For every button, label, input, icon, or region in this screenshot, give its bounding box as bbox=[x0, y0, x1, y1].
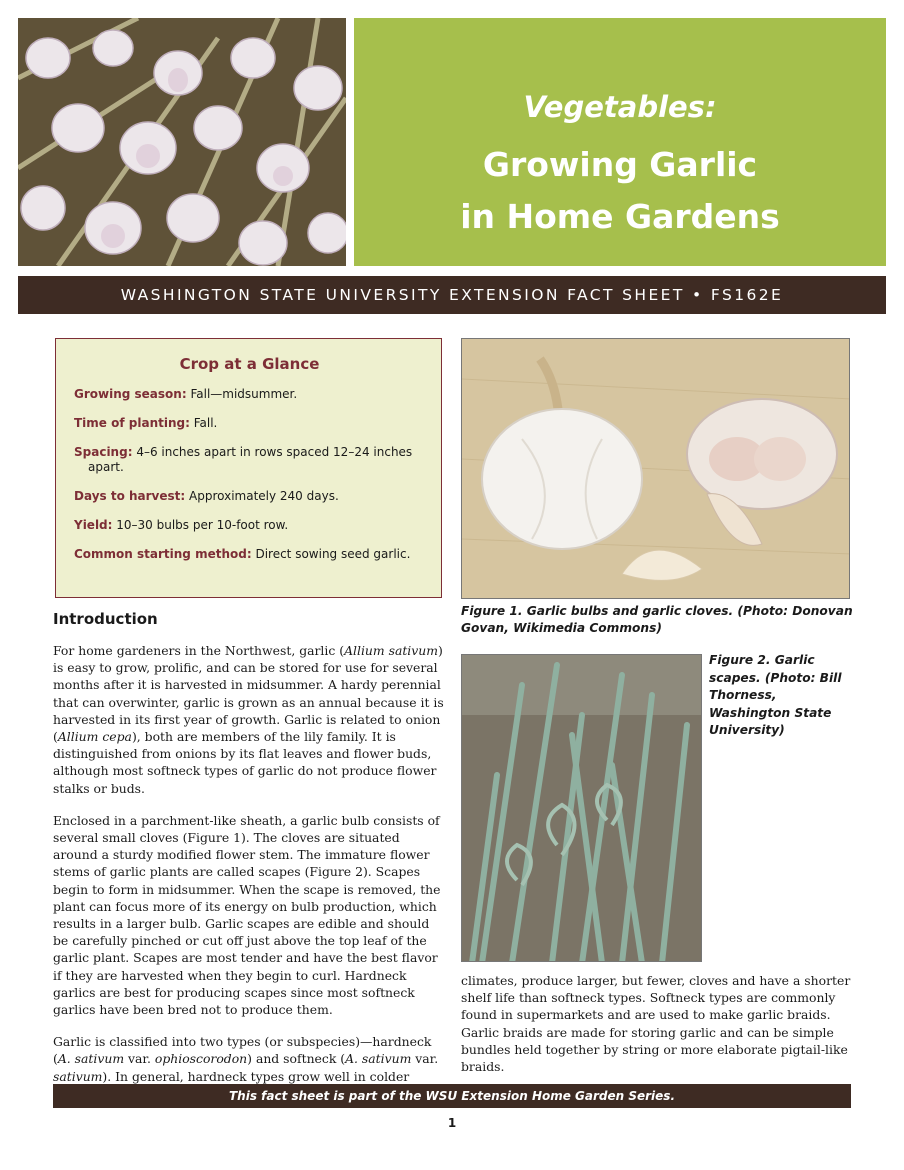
home-garden-series-footer: This fact sheet is part of the WSU Extension Home Garden Series. bbox=[53, 1084, 851, 1108]
page-title-line-1: Growing Garlic bbox=[482, 145, 758, 184]
intro-paragraph-2: Enclosed in a parchment-like sheath, a garlic bulb consists of several small cloves (Figure 1). The cloves are situated around a sturdy modified flower stem. The immature flower stems of garlic plants are called scapes (Figure 2). Scapes begin to form in midsummer. When the scape is removed, the plant can focus more of its energy on bulb production, which results in a larger bulb. Garlic scapes are edible and should be carefully pinched or cut off just above the top leaf of the garlic plant. Scapes are most tender and have the best flavor if they are harvested when they begin to curl. Hardneck garlics are best for producing scapes since most softneck garlics have been bred not to produce them. bbox=[53, 812, 441, 1018]
glance-row-days-to-harvest: Days to harvest: Approximately 240 days. bbox=[74, 489, 339, 503]
intro-right-column: climates, produce larger, but fewer, cloves and have a shorter shelf life than softneck types. Softneck types are commonly found in supermarkets and are used to make garlic braids. Garlic braids are made for storing garlic and can be simple bundles held together by string or more elaborate pigtail-like braids. bbox=[461, 973, 851, 1075]
glance-row-time-of-planting: Time of planting: Fall. bbox=[74, 416, 218, 430]
glance-row-growing-season: Growing season: Fall—midsummer. bbox=[74, 387, 298, 401]
glance-row-starting-method: Common starting method: Direct sowing seed garlic. bbox=[74, 547, 411, 561]
figure-1-caption: Figure 1. Garlic bulbs and garlic cloves. (Photo: Donovan Govan, Wikimedia Commons) bbox=[461, 604, 853, 635]
glance-row-spacing: Spacing: 4–6 inches apart in rows spaced 12–24 inches apart. bbox=[74, 445, 413, 474]
crop-at-a-glance-box bbox=[55, 338, 442, 598]
figure-2-photo bbox=[461, 654, 702, 962]
section-heading-introduction: Introduction bbox=[53, 610, 158, 628]
figure-1-photo bbox=[461, 338, 850, 599]
title-block bbox=[354, 18, 886, 266]
glance-heading: Crop at a Glance bbox=[179, 355, 320, 373]
page-title-line-2: in Home Gardens bbox=[460, 197, 780, 236]
page-number: 1 bbox=[447, 1116, 457, 1130]
figure-2-caption: Figure 2. Garlic scapes. (Photo: Bill Thorness, Washington State University) bbox=[709, 653, 842, 737]
garlic-bulbs-photo bbox=[18, 18, 346, 266]
fact-sheet-banner: WASHINGTON STATE UNIVERSITY EXTENSION FACT SHEET • FS162E bbox=[18, 276, 886, 314]
intro-paragraph-1: For home gardeners in the Northwest, garlic (Allium sativum) is easy to grow, prolific, and can be stored for use for several months after it is harvested in midsummer. A hardy perennial that can overwinter, garlic is grown as an annual because it is harvested in its first year of growth. Garlic is related to onion (Allium cepa), both are members of the lily family. It is distinguished from onions by its flat leaves and flower buds, although most softneck types of garlic do not produce flower stalks or buds. bbox=[53, 643, 444, 796]
intro-left-column bbox=[53, 642, 445, 1100]
intro-paragraph-3: Garlic is classified into two types (or subspecies)—hardneck (A. sativum var. ophioscorodon) and softneck (A. sativum var. sativum). In general, hardneck types grow well in colder bbox=[53, 1034, 439, 1084]
series-title: Vegetables: bbox=[523, 90, 717, 124]
glance-row-yield: Yield: 10–30 bulbs per 10-foot row. bbox=[74, 518, 289, 532]
